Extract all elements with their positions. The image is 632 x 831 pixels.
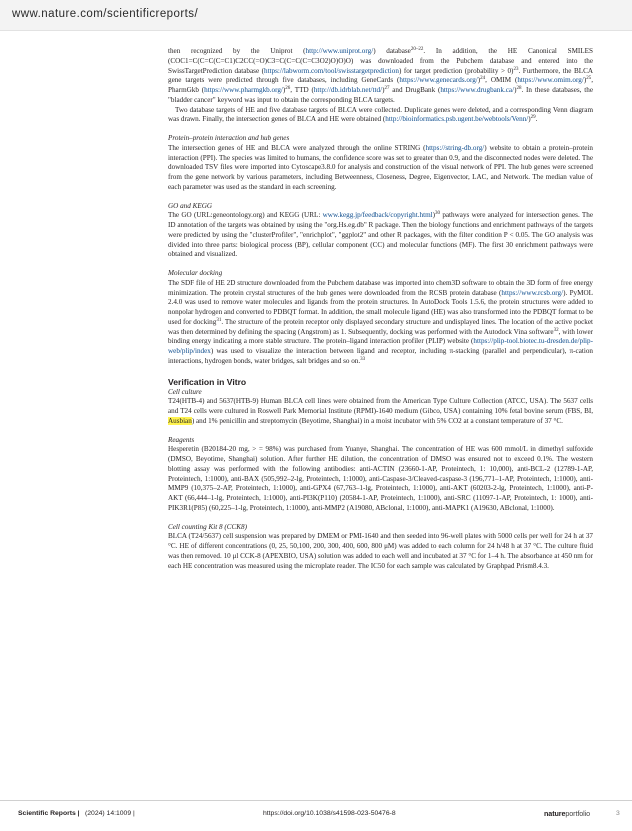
pharmgkb-link[interactable]: https://www.pharmgkb.org/ bbox=[204, 86, 283, 94]
kegg-link[interactable]: www.kegg.jp/feedback/copyright.html bbox=[322, 211, 433, 220]
ppi-paragraph: The intersection genes of HE and BLCA were analyzed through the online STRING (https://string-db.org/) website to obtain a protein–protein interaction (PPI). The species was limited to humans, the confidence score was set to greater than 0.9, and the disconnected nodes were deleted. The downloaded TSV files were imported into Cytoscape3.8.0 for analysis and construction of the visual network of PPI. The hub genes were screened from the gene network by various parameters, including Betweenness, Closeness, Degree, Eigenvector, LAC, and Network. The median value of each parameter was used as the standard in each screening. bbox=[168, 143, 593, 191]
ref-sup[interactable]: 26 bbox=[285, 86, 291, 91]
swisstarget-link[interactable]: https://labworm.com/tool/swisstargetprediction bbox=[264, 66, 399, 75]
ref-sup[interactable]: 32 bbox=[553, 327, 559, 333]
omim-link[interactable]: https://www.omim.org/ bbox=[517, 76, 584, 85]
browser-header bbox=[0, 0, 632, 31]
ref-sup[interactable]: 20–22 bbox=[410, 47, 424, 52]
plip-link[interactable]: https://plip-tool.biotec.tu-dresden.de/plip-web/plip/index bbox=[168, 337, 593, 355]
db-paragraph-2: Two database targets of HE and five database targets of BLCA were collected. Duplicate genes were deleted, and a corresponding Venn diagram was drawn. Finally, the intersection genes of BLCA and HE were obtained (http://bioinformatics.psb.ugent.be/webtools/Venn/)$^{29}$. bbox=[168, 105, 593, 124]
ref-sup[interactable]: 28 bbox=[516, 86, 522, 91]
ref-sup[interactable]: 29 bbox=[530, 115, 536, 121]
ppi-heading: Protein–protein interaction and hub genes bbox=[168, 134, 290, 142]
ref-sup[interactable]: 23 bbox=[513, 66, 519, 72]
page-number: 3 bbox=[616, 810, 620, 817]
ref-sup[interactable]: 30 bbox=[435, 211, 441, 217]
cck8-heading: Cell counting Kit 8 (CCK8) bbox=[168, 522, 247, 531]
doi-link[interactable]: https://doi.org/10.1038/s41598-023-50476-8 bbox=[263, 810, 396, 817]
db-paragraph-1: then recognized by the Uniprot (http://www.uniprot.org/) database$^{20-22}$. In addition, the HE Canonical SMILES (COC1=C(C=C(C=C1)C2CC(=O)C3=C(C=C(C=C3O2)O)O)O) was downloaded from the Pubchem database and entered into the SwissTargetPrediction database (https://labworm.com/tool/swisstargetprediction) for target prediction (probability > 0)$^{23}$. Furthermore, the BLCA gene targets were predicted through five databases, including GeneCards (https://www.genecards.org/)$^{24}$, OMIM (https://www.omim.org/)$^{25}$, PharmGkb (https://www.pharmgkb.org/)$^{26}$, TTD (http://db.idrblab.net/ttd/)$^{27}$ and DrugBank (https://www.drugbank.ca/)$^{28}$. In these databases, the "bladder cancer" keyword was input to obtain the corresponding BLCA targets. bbox=[168, 47, 594, 104]
rcsb-link[interactable]: https://www.rcsb.org/ bbox=[501, 288, 564, 297]
string-link[interactable]: https://string-db.org/ bbox=[425, 143, 485, 152]
page-footer bbox=[0, 800, 632, 831]
publisher-logo: natureportfolio bbox=[544, 809, 591, 818]
ref-sup[interactable]: 33 bbox=[360, 356, 366, 362]
reagents-paragraph: Hesperetin (B20184-20 mg, > = 98%) was purchased from Yuanye, Shanghai. The concentration of HE was 600 mmol/L in dimethyl sulfoxide (DMSO, Beyotime, Shanghai) solution. After further HE dilution, the concentration of DMSO was ensured not to exceed 0.1%. The western blotting assay was performed with the following antibodies: anti-ACTIN (23660-1-AP, Proteintech, 1: 10,000), anti-BCL-2 (12789-1-AP, Proteintech, 1:1000), anti-BAX (505,992–2-lg, Proteintech, 1:1000), anti-Caspase-3/Cleaved-caspase-3 (196,771–1-AP, Proteintech, 1:1000), anti-MMP9 (10,375–2-AP, Proteintech, 1:1000), anti-GPX4 (67,763–1-lg, Proteintech, 1:1000), anti-AKT (60203-2-lg, Proteintech, 1:1000), anti-P-AKT (66,444–1-lg, Proteintech, 1:1000), anti-PI3K(P110) (20584-1-AP, Proteintech, 1:1000), anti-SRC (11097-1-AP, Proteintech, 1: 1000), anti-PIK3R1(P85) (60,225–1-lg, Proteintech, 1:1000), anti-MMP2 (A19080, ABclonal, 1:1000), anti-MAPK1 (A19630, ABclonal, 1:1000). bbox=[168, 445, 593, 512]
ref-sup[interactable]: 31 bbox=[216, 317, 222, 323]
docking-heading: Molecular docking bbox=[168, 269, 223, 277]
verification-heading: Verification in Vitro bbox=[168, 376, 247, 387]
go-kegg-paragraph: The GO (URL:geneontology.org) and KEGG (URL: www.kegg.jp/feedback/copyright.html)$^{30}$ pathways were analyzed for intersection genes. The ID annotation of the targets was obtained by using the "org.Hs.eg.db" R package. Then the biology functions and enrichment pathways of the targets were predicted by using the "clusterProfiler", "enrichplot", "ggplot2" and other R packages, with the filter condition P < 0.05. The GO analysis was divided into three parts: biological process (BP), cellular component (CC) and molecular functions (MF). The first 30 enrichment pathways were obtained and visualized. bbox=[168, 211, 593, 259]
volume-info: (2024) 14:1009 | bbox=[85, 810, 135, 817]
docking-paragraph: The SDF file of HE 2D structure downloaded from the Pubchem database was imported into chem3D software to obtain the 3D form of free energy minimization. The protein crystal structures of the hub genes were downloaded from the RCSB protein database (https://www.rcsb.org/). PyMOL 2.4.0 was used to remove water molecules and ligands from the protein structures. In AutoDock Tools 1.5.6, the protein structures were added to nonpolar hydrogen and converted to PDBQT format. In addition, the small molecule ligand (HE) was also transformed into the PDBQT format to be used for docking$^{31}$. The structure of the protein receptor only displayed secondary structure and undisplayed lines. The location of the active pocket was then determined by defining the spacing (Angstrom) as 1. Subsequently, docking was performed with the Autodock Vina software$^{32}$, with lower binding energy indicating a more stable structure. The protein–ligand interaction profiler (PLIP) website (https://plip-tool.biotec.tu-dresden.de/plip-web/plip/index) was used to visualize the interaction between ligand and receptor, including π-stacking (parallel and perpendicular), π-cation interactions, hydrogen bonds, water bridges, salt bridges and so on.$^{33}$ bbox=[168, 278, 594, 365]
article-body bbox=[168, 47, 593, 571]
venn-link[interactable]: http://bioinformatics.psb.ugent.be/webtools/Venn/ bbox=[385, 115, 529, 124]
ttd-link[interactable]: http://db.idrblab.net/ttd/ bbox=[313, 86, 383, 94]
cell-culture-heading: Cell culture bbox=[168, 387, 202, 396]
genecards-link[interactable]: https://www.genecards.org/ bbox=[399, 76, 478, 85]
cell-culture-paragraph: T24(HTB-4) and 5637(HTB-9) Human BLCA cell lines were obtained from the American Type Culture Collection (ATCC, USA). The 5637 cells and T24 cells were cultured in Roswell Park Memorial Institute (RPMI)-1640 medium (Gibco, USA) containing 10% fetal bovine serum (FBS, BI, Ausbian) and 1% penicillin and streptomycin (Beyotime, Shanghai) in a moist incubator with 5% CO2 at a constant temperature of 37 °C. bbox=[168, 397, 593, 425]
ref-sup[interactable]: 25 bbox=[586, 76, 592, 82]
ref-sup[interactable]: 24 bbox=[480, 76, 486, 82]
drugbank-link[interactable]: https://www.drugbank.ca/ bbox=[440, 86, 515, 94]
cck8-paragraph: BLCA (T24/5637) cell suspension was prepared by DMEM or PMI-1640 and then seeded into 96-well plates with 5000 cells per well for 24 h at 37 °C. HE of different concentrations (0, 25, 50,100, 200, 300, 400, 600, 800 μM) was added to each column for 24 h/48 h at 37 °C. The culture fluid was then removed. 10 μl CCK-8 (APEXBIO, USA) solution was added to each well and incubated at 37 °C for 1–4 h. The absorbance at 450 nm for each HE concentration was measured using the microplate reader. The IC50 for each sample was calculated by Graphpad Prism8.4.3. bbox=[168, 532, 593, 570]
go-kegg-heading: GO and KEGG bbox=[168, 201, 213, 210]
reagents-heading: Reagents bbox=[168, 435, 195, 444]
highlighted-text: Ausbian bbox=[168, 416, 192, 425]
ref-sup[interactable]: 27 bbox=[384, 86, 390, 91]
journal-name: Scientific Reports | bbox=[18, 810, 80, 817]
site-url[interactable]: www.nature.com/scientificreports/ bbox=[12, 8, 199, 20]
uniprot-link[interactable]: http://www.uniprot.org/ bbox=[305, 47, 374, 55]
